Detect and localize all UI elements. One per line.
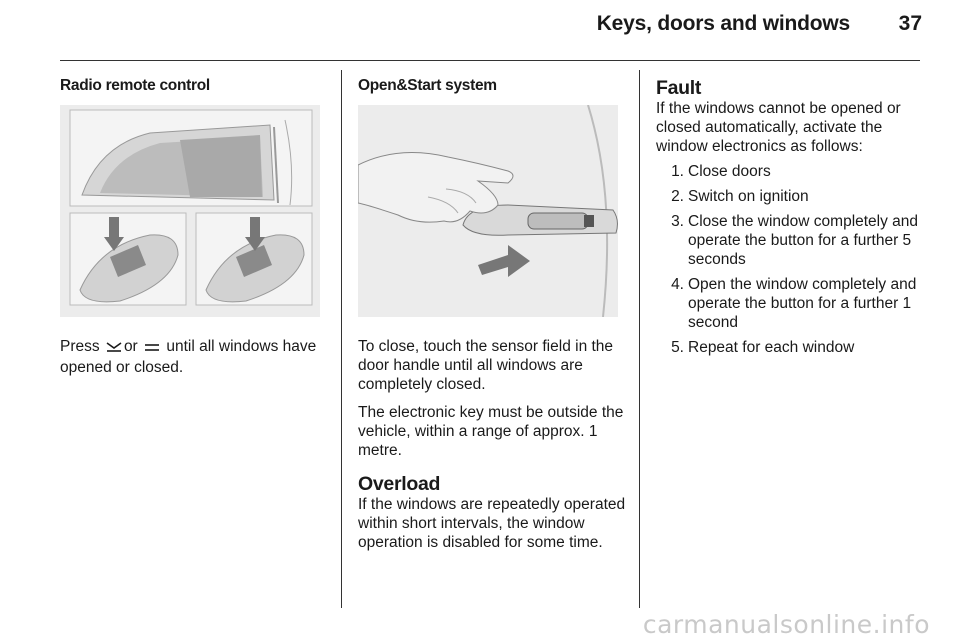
section-heading-radio-remote: Radio remote control (60, 77, 210, 94)
text-press: Press (60, 338, 100, 355)
fault-intro: If the windows cannot be opened or closed automatically, activate the window electronics as follows: (656, 100, 901, 155)
section-heading-overload: Overload (358, 473, 441, 495)
column-divider-2 (639, 70, 640, 608)
overload-text: If the windows are repeatedly operated within short intervals, the window operation is disabled for some time. (358, 496, 626, 551)
column-fault (656, 78, 926, 363)
page-number: 37 (898, 12, 922, 35)
remote-instruction (60, 337, 328, 377)
column-radio-remote (60, 76, 328, 386)
text-or: or (123, 338, 138, 355)
list-item (656, 162, 926, 181)
text-until-opened: until all windows have opened or closed. (60, 338, 317, 376)
step-number: 5. (671, 339, 684, 356)
watermark[interactable]: carmanualsonline.info (642, 610, 930, 639)
illustration-remote-control (60, 105, 320, 317)
list-item (656, 338, 926, 357)
step-number: 3. (671, 213, 684, 230)
step-number: 2. (671, 188, 684, 205)
open-start-range-note: The electronic key must be outside the vehicle, within a range of approx. 1 metre. (358, 404, 624, 459)
step-text: Switch on ignition (688, 188, 809, 205)
illustration-door-handle (358, 105, 618, 317)
list-item (656, 212, 926, 269)
fault-steps-list (656, 162, 926, 357)
list-item (656, 187, 926, 206)
list-item (656, 275, 926, 332)
open-start-close-instruction: To close, touch the sensor field in the door handle until all windows are completely closed. (358, 338, 614, 393)
section-heading-fault: Fault (656, 77, 702, 99)
page-title: Keys, doors and windows (596, 12, 850, 35)
step-text: Repeat for each window (688, 339, 855, 356)
step-text: Close the window completely and operate the button for a further 5 seconds (688, 213, 919, 268)
step-text: Open the window completely and operate the button for a further 1 second (688, 276, 917, 331)
header-divider (60, 60, 920, 61)
column-divider-1 (341, 70, 342, 608)
window-open-icon (106, 339, 122, 358)
window-close-icon (144, 339, 160, 358)
step-number: 1. (671, 163, 684, 180)
column-open-start (358, 76, 626, 561)
step-text: Close doors (688, 163, 771, 180)
section-heading-open-start: Open&Start system (358, 77, 497, 94)
step-number: 4. (671, 276, 684, 293)
